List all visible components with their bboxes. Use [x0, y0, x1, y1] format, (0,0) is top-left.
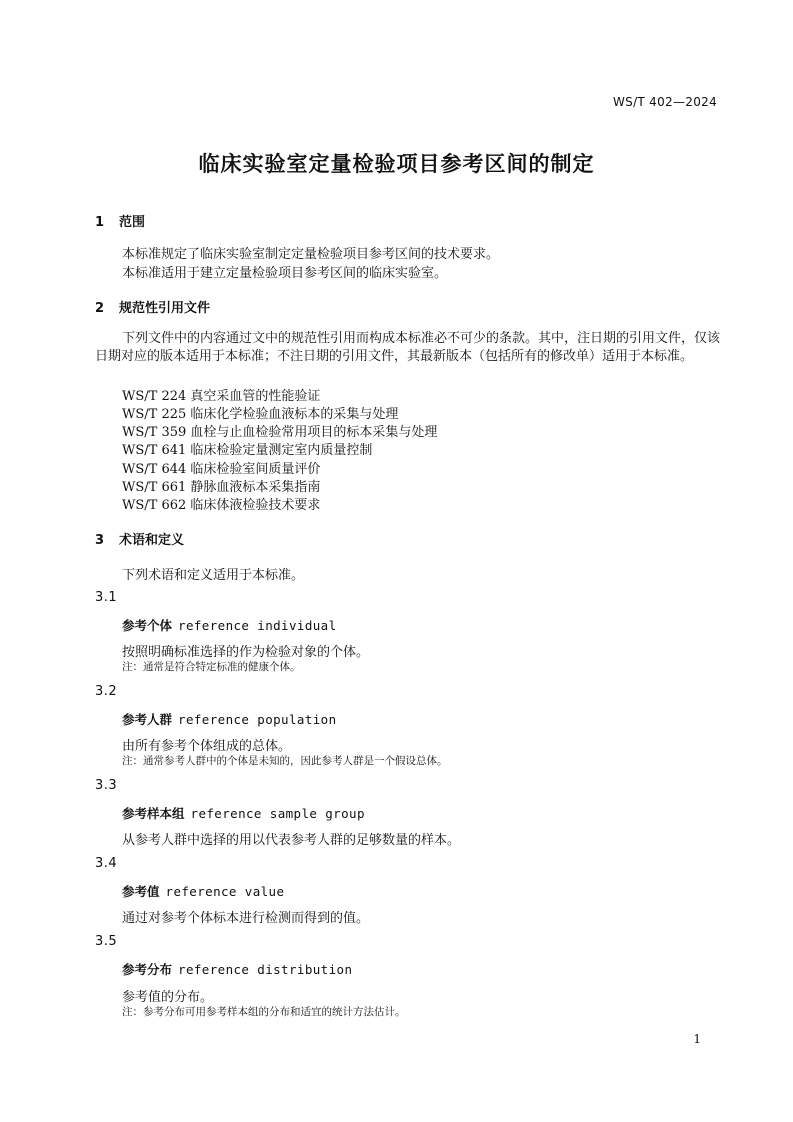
term-number: 3.3	[95, 778, 118, 793]
term-definition: 参考值的分布。	[122, 990, 214, 1005]
reference-item: WS/T 661 静脉血液标本采集指南	[122, 480, 321, 495]
term-entry	[122, 804, 365, 822]
normative-references-intro: 下列文件中的内容通过文中的规范性引用而构成本标准必不可少的条款。其中，注日期的引用文件，仅该日期对应的版本适用于本标准；不注日期的引用文件，其最新版本（包括所有的修改单）适用于本标准。	[95, 331, 721, 364]
term-note: 注：通常参考人群中的个体是未知的，因此参考人群是一个假设总体。	[122, 755, 448, 767]
term-zh: 参考人群	[122, 712, 173, 727]
term-definition: 由所有参考个体组成的总体。	[122, 739, 292, 754]
term-entry	[122, 710, 337, 728]
term-definition: 从参考人群中选择的用以代表参考人群的足够数量的样本。	[122, 833, 461, 848]
term-zh: 参考个体	[122, 618, 173, 633]
scope-paragraph: 本标准适用于建立定量检验项目参考区间的临床实验室。	[122, 266, 448, 281]
standard-code: WS/T 402—2024	[612, 95, 717, 109]
section-number: 2	[95, 301, 105, 316]
section-number: 1	[95, 215, 105, 230]
section-3-heading	[95, 529, 184, 548]
term-entry	[122, 960, 352, 978]
section-number: 3	[95, 533, 105, 548]
section-1-heading	[95, 211, 145, 230]
term-entry	[122, 882, 284, 900]
term-en: reference individual	[178, 618, 337, 633]
term-zh: 参考样本组	[122, 806, 185, 821]
document-title: 临床实验室定量检验项目参考区间的制定	[198, 152, 595, 176]
section-title: 范围	[119, 215, 146, 230]
term-note: 注：参考分布可用参考样本组的分布和适宜的统计方法估计。	[122, 1006, 406, 1018]
term-number: 3.1	[95, 590, 118, 605]
term-note: 注：通常是符合特定标准的健康个体。	[122, 661, 301, 673]
page-number: 1	[693, 1032, 701, 1046]
section-title: 术语和定义	[119, 533, 185, 548]
term-en: reference sample group	[190, 806, 365, 821]
term-zh: 参考值	[122, 884, 160, 899]
reference-item: WS/T 662 临床体液检验技术要求	[122, 498, 321, 513]
section-2-heading	[95, 297, 210, 316]
term-number: 3.2	[95, 684, 118, 699]
term-number: 3.4	[95, 856, 118, 871]
reference-item: WS/T 225 临床化学检验血液标本的采集与处理	[122, 407, 399, 422]
section-title: 规范性引用文件	[119, 301, 211, 316]
term-zh: 参考分布	[122, 962, 173, 977]
term-definition: 通过对参考个体标本进行检测而得到的值。	[122, 911, 370, 926]
reference-item: WS/T 641 临床检验定量测定室内质量控制	[122, 443, 373, 458]
terms-intro: 下列术语和定义适用于本标准。	[122, 568, 305, 583]
reference-item: WS/T 224 真空采血管的性能验证	[122, 389, 321, 404]
term-entry	[122, 616, 337, 634]
term-number: 3.5	[95, 934, 118, 949]
reference-item: WS/T 359 血栓与止血检验常用项目的标本采集与处理	[122, 425, 438, 440]
term-en: reference value	[165, 884, 285, 899]
scope-paragraph: 本标准规定了临床实验室制定定量检验项目参考区间的技术要求。	[122, 247, 500, 262]
term-en: reference distribution	[178, 962, 353, 977]
term-definition: 按照明确标准选择的作为检验对象的个体。	[122, 645, 370, 660]
reference-item: WS/T 644 临床检验室间质量评价	[122, 462, 321, 477]
term-en: reference population	[178, 712, 337, 727]
